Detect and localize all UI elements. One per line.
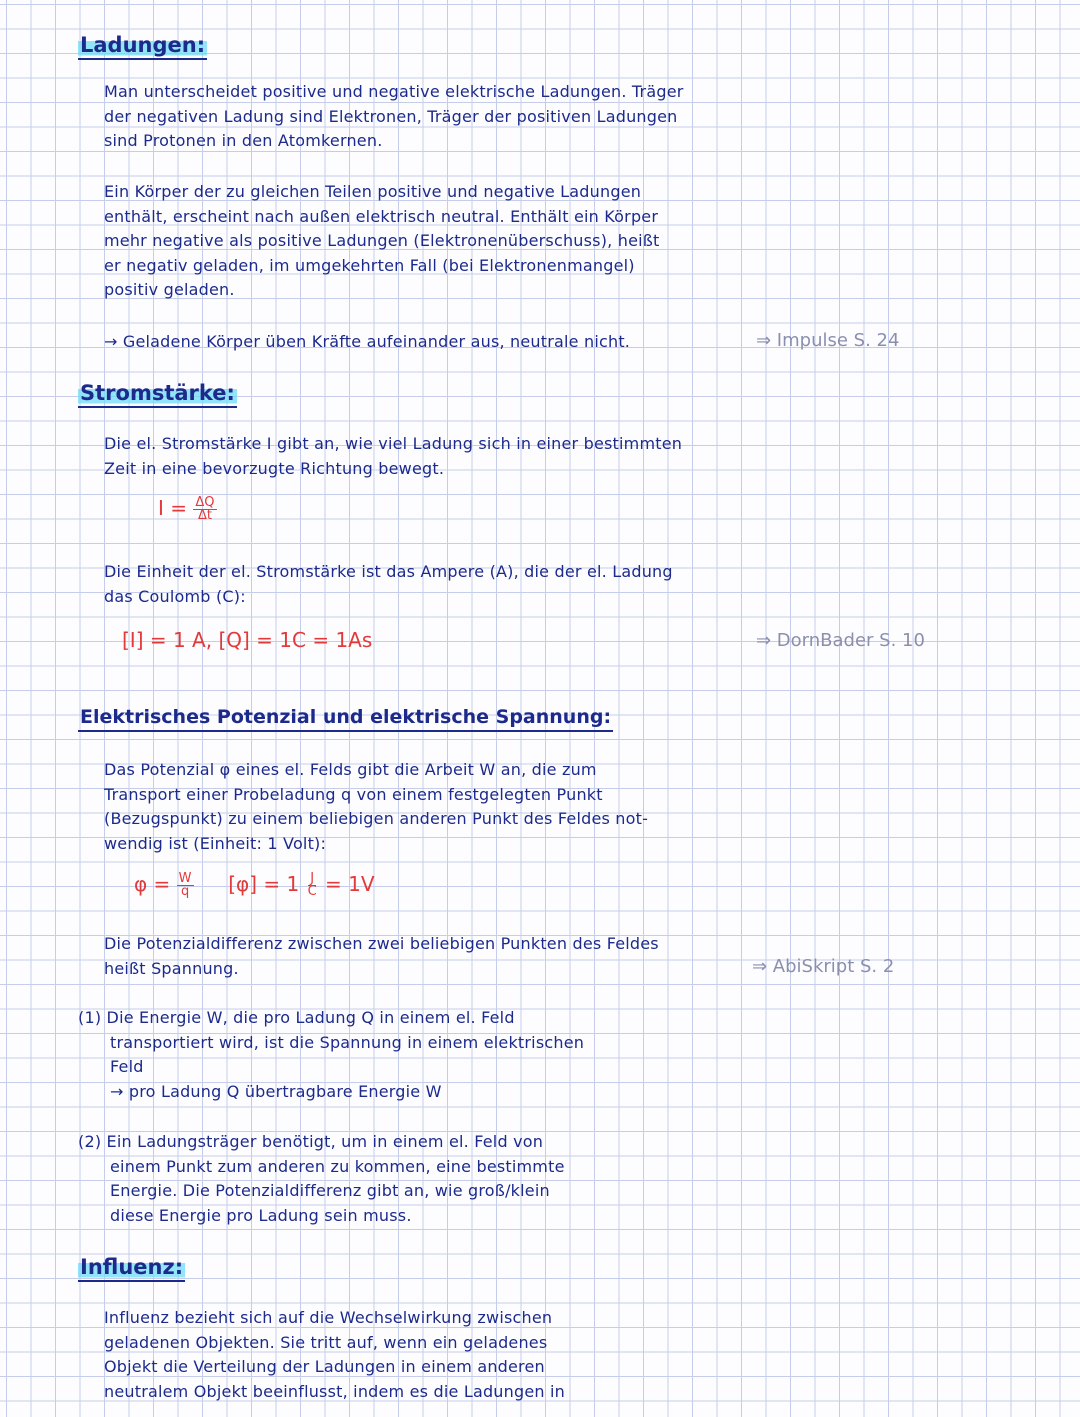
paragraph-potenzial-1 — [104, 758, 648, 856]
paragraph-ladungen-2 — [104, 180, 660, 303]
paragraph-ladungen-1 — [104, 80, 684, 154]
paragraph-stromstaerke-1 — [104, 432, 682, 481]
text-line: Feld — [110, 1057, 144, 1076]
heading-stromstaerke: Stromstärke: — [78, 380, 237, 408]
text-line: Die Potenzialdifferenz zwischen zwei beliebigen Punkten des Feldes — [104, 934, 659, 953]
text-line: wendig ist (Einheit: 1 Volt): — [104, 833, 327, 853]
fraction-numerator: W — [178, 871, 192, 886]
text-line: Transport einer Probeladung q von einem festgelegten Punkt — [104, 784, 603, 804]
formula-potential — [134, 872, 375, 898]
text-line: mehr negative als positive Ladungen (Elektronenüberschuss), heißt — [104, 231, 660, 250]
text-line: Das Potenzial φ eines el. Felds gibt die Arbeit W an, die zum — [104, 760, 597, 779]
text-line: er negativ geladen, im umgekehrten Fall (bei Elektronenmangel) — [104, 255, 635, 275]
conclusion-ladungen — [104, 330, 630, 355]
list-item-1 — [78, 1006, 584, 1104]
formula-current — [158, 496, 217, 522]
text-line: Objekt die Verteilung der Ladungen in einem anderen — [104, 1357, 545, 1376]
text-line: → pro Ladung Q übertragbare Energie W — [110, 1081, 442, 1101]
text-line: enthält, erscheint nach außen elektrisch neutral. Enthält ein Körper — [104, 206, 659, 226]
list-item-2 — [78, 1130, 565, 1228]
heading-influenz: Influenz: — [78, 1254, 185, 1282]
text-line: Die Einheit der el. Stromstärke ist das Ampere (A), die der el. Ladung — [104, 562, 673, 581]
unit-rhs: = 1V — [325, 872, 375, 896]
text-line: einem Punkt zum anderen zu kommen, eine bestimmte — [110, 1156, 565, 1176]
text-line: Influenz bezieht sich auf die Wechselwirkung zwischen — [104, 1308, 553, 1327]
text-line: sind Protonen in den Atomkernen. — [104, 131, 383, 150]
reference-dornbader: ⇒ DornBader S. 10 — [756, 630, 925, 651]
unit-numerator: J — [310, 871, 315, 886]
formula-lhs: I = — [158, 496, 188, 520]
text-line: der negativen Ladung sind Elektronen, Träger der positiven Ladungen — [104, 106, 678, 126]
formula-fraction — [193, 497, 216, 522]
paragraph-influenz — [104, 1306, 565, 1404]
text-line: geladenen Objekten. Sie tritt auf, wenn ein geladenes — [104, 1332, 548, 1352]
text-line: Zeit in eine bevorzugte Richtung bewegt. — [104, 458, 445, 478]
text-line: neutralem Objekt beeinflusst, indem es die Ladungen in — [104, 1381, 565, 1401]
fraction-denominator: q — [180, 884, 190, 899]
text-line: → Geladene Körper üben Kräfte aufeinander aus, neutrale nicht. — [104, 332, 631, 351]
fraction-denominator: Δt — [197, 508, 212, 523]
formula-units: [I] = 1 A, [Q] = 1C = 1As — [122, 628, 373, 652]
paragraph-potenzial-2 — [104, 932, 659, 981]
text-line: (1) Die Energie W, die pro Ladung Q in einem el. Feld — [78, 1008, 515, 1027]
formula-lhs: φ = — [134, 872, 171, 896]
text-line: (2) Ein Ladungsträger benötigt, um in einem el. Feld von — [78, 1132, 544, 1151]
unit-lhs: [φ] = 1 — [228, 872, 300, 896]
fraction-numerator: ΔQ — [195, 495, 215, 510]
text-line: das Coulomb (C): — [104, 586, 246, 606]
unit-fraction — [306, 873, 319, 898]
text-line: Energie. Die Potenzialdifferenz gibt an, wie groß/klein — [110, 1181, 550, 1200]
unit-denominator: C — [307, 884, 317, 899]
text-line: diese Energie pro Ladung sein muss. — [110, 1205, 412, 1225]
heading-potenzial: Elektrisches Potenzial und elektrische Spannung: — [78, 704, 613, 732]
text-line: Man unterscheidet positive und negative elektrische Ladungen. Träger — [104, 82, 684, 101]
text-line: Die el. Stromstärke I gibt an, wie viel Ladung sich in einer bestimmten — [104, 434, 683, 453]
paragraph-stromstaerke-2 — [104, 560, 673, 609]
text-line: transportiert wird, ist die Spannung in einem elektrischen — [110, 1032, 585, 1052]
text-line: heißt Spannung. — [104, 958, 239, 978]
heading-ladungen: Ladungen: — [78, 32, 207, 60]
reference-impulse: ⇒ Impulse S. 24 — [756, 330, 900, 351]
text-line: positiv geladen. — [104, 280, 235, 299]
text-line: Ein Körper der zu gleichen Teilen positive und negative Ladungen — [104, 182, 642, 201]
reference-abiskript: ⇒ AbiSkript S. 2 — [752, 956, 895, 977]
formula-fraction — [177, 873, 194, 898]
text-line: (Bezugspunkt) zu einem beliebigen anderen Punkt des Feldes not- — [104, 809, 649, 828]
